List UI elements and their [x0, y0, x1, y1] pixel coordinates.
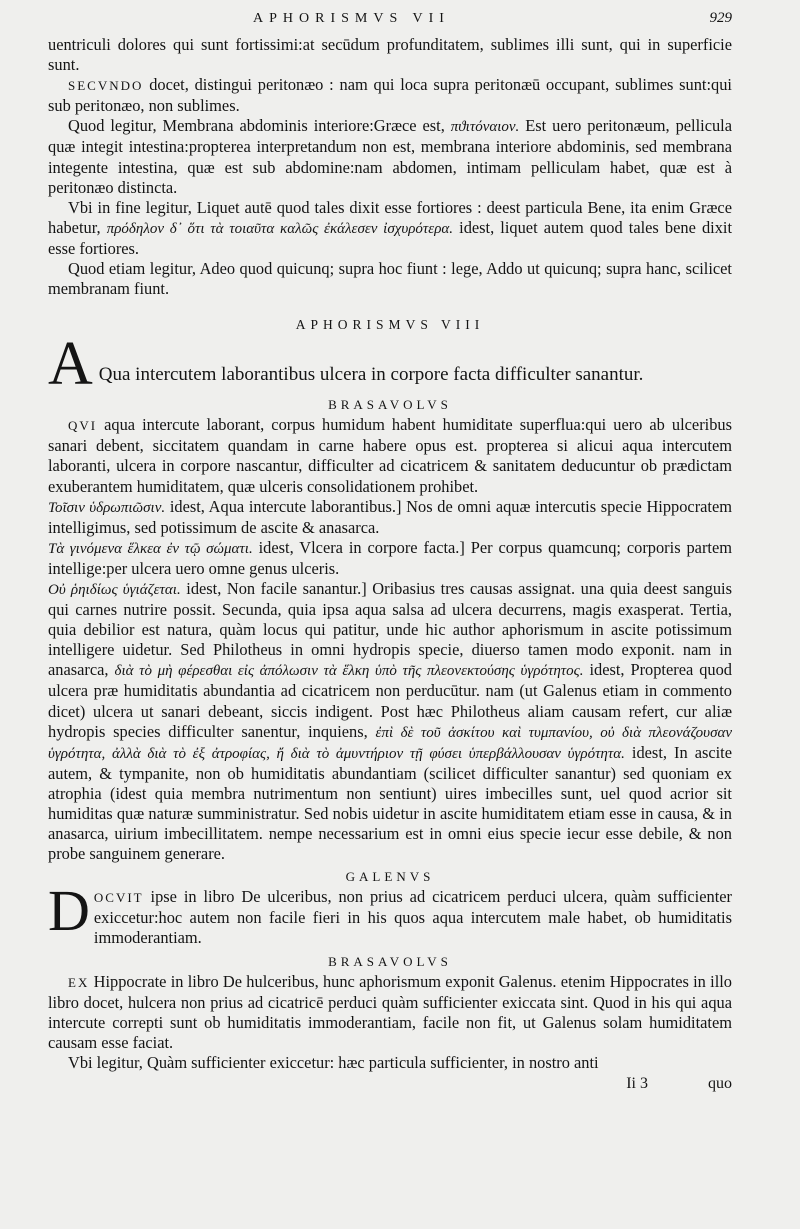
- aphorism-text: [48, 330, 732, 399]
- paragraph-membrana: [48, 116, 732, 197]
- running-head: [253, 10, 732, 27]
- aphorism-heading: APHORISMVS VIII: [295, 317, 485, 333]
- page-number: 929: [709, 10, 732, 26]
- greek-lemma: Τὰ γινόμενα ἕλκεα ἐν τῷ σώματι.: [48, 540, 253, 557]
- lead-word: SECVNDO: [68, 78, 144, 94]
- greek-lemma: Τοῖσιν ὑδρωπιῶσιν.: [48, 499, 166, 516]
- aphorism-body: Qua intercutem laborantibus ulcera in corpore facta difficulter sanantur.: [98, 364, 644, 386]
- greek-quote: πϑιτόναιον.: [450, 119, 520, 136]
- paragraph-text: idest, liquet autem quod tales bene dixit esse fortiores.: [48, 217, 732, 258]
- lead-word: OCVIT: [93, 890, 144, 906]
- note: [48, 497, 732, 538]
- commentator-heading: GALENVS: [345, 869, 435, 885]
- drop-cap: D: [48, 878, 90, 944]
- note-text: idest, Propterea quod ulcera præ humiditatis abundantia ad cicatricem non perducūtur. nam (ut Galenus etiam in commento dicet) ulcera ut sanari debeant, siccis indigent. Post hæc Philotheus aliam causam refert, cur aliæ hydropis species difficulter sanentur, inquiens,: [48, 660, 732, 741]
- paragraph-ubi: [48, 198, 732, 259]
- lead-word: EX: [68, 974, 90, 990]
- paragraph-secundo: [48, 75, 732, 116]
- commentator-heading: BRASAVOLVS: [328, 953, 452, 969]
- commentator-heading: BRASAVOLVS: [328, 397, 452, 413]
- paragraph-brasavolus: [48, 415, 732, 496]
- lead-word: QVI: [68, 418, 98, 434]
- page-footer: [48, 1075, 732, 1093]
- running-title: APHORISMVS VII: [253, 11, 450, 26]
- drop-cap: A: [48, 330, 93, 399]
- paragraph-text: aqua intercute laborant, corpus humidum habent humiditate superflua:qui uero ab ulceribus sanari debent, siccitatem quandam in carne habere opus est. propterea si alicui aqua intercutem laboranti, ulcera in corpore nascantur, difficulter ad cicatricem & sanitatem deducuntur ob prædictam exuberantem humiditatem, quæ ulceris consolidationem prohibet.: [48, 415, 732, 496]
- paragraph-text: Quod legitur, Membrana abdominis interiore:Græce est,: [68, 116, 451, 136]
- note-text: idest, Non facile sanantur.] Oribasius tres causas assignat. una quia deest sanguis qui carnes nutrire possit. Secunda, quia ipsa aqua salsa ad ulcera decurrens, magis exasperat. Tertia, quia debilior est natura, quàm locus qui patitur, unde hic author aphorismum in ascite potissimum intelligere uidetur. Sed Philotheus in omni hydropis specie, diuerso tamen modo exponit. nam in anasarca,: [48, 578, 732, 680]
- greek-quote: πρόδηλον δ᾽ ὅτι τὰ τοιαῦτα καλῶς ἐκάλεσεν ἰσχυρότερα.: [106, 220, 454, 237]
- paragraph-last: Vbi legitur, Quàm sufficienter exiccetur: hæc particula sufficienter, in nostro anti: [68, 1052, 599, 1072]
- greek-quote: διὰ τὸ μὴ φέρεσθαι εἰς ἀπόλωσιν τὰ ἕλκη ὑπὸ τῆς πλεονεκτούσης ὑγρότητος.: [114, 663, 584, 680]
- note-text: idest, Vlcera in corpore facta.] Per corpus quamcunq; corporis partem intellige:per ulcera uero omne genus ulceris.: [48, 537, 732, 578]
- paragraph-galenus: [48, 878, 732, 948]
- note: [48, 538, 732, 579]
- catchword: quo: [708, 1075, 732, 1093]
- paragraph-adeo: Quod etiam legitur, Adeo quod quicunq; supra hoc fiunt : lege, Addo ut quicunq; supra hanc, scilicet membranam fiunt.: [48, 259, 732, 299]
- paragraph-text: Hippocrate in libro De hulceribus, hunc aphorismum exponit Galenus. etenim Hippocrates in illo libro docet, hulcera non prius ad cicatricē perduci quàm sufficienter exiccata sint. Quod in his qui aqua intercute correpti sunt ob humiditatis immoderantiam, facile non fit, ut Galenus solam humiditatem causam esse faciat.: [48, 971, 732, 1052]
- paragraph: uentriculi dolores qui sunt fortissimi:at secūdum profunditatem, sublimes illi sunt, qui in superficie sunt.: [48, 35, 732, 75]
- paragraph-text: ipse in libro De ulceribus, non prius ad cicatricem perduci ulcera, quàm sufficienter exiccetur:hoc autem non facile fieri in his quos aqua intercutem male habet, ob humiditatis immoderantiam.: [93, 887, 732, 948]
- paragraph-brasavolus: [48, 972, 732, 1053]
- paragraph-text: docet, distingui peritonæo : nam qui loca supra peritonæū occupant, sublimes sunt:qui sub peritonæo, non sublimes.: [48, 75, 732, 116]
- note: [48, 579, 732, 864]
- note-text: idest, In ascite autem, & tympanite, non ob humiditatis abundantiam (scilicet difficulter sanantur) sed quoniam ex atrophia (idest quia membra nutrimentum non sentiunt) uires imbecilles sunt, uel quod acrior sit humiditas quæ naturæ sumministratur. Sed nobis uidetur in ascite humiditatem etiam esse in causa, & in anasarca, uirium imbecillitatem. nempe necessarium est in omni eius specie iecur esse debile, & non probe sanguinem generare.: [48, 742, 733, 864]
- paragraph-text: Vbi in fine legitur, Liquet autē quod tales dixit esse fortiores : deest particula Bene, ita enim Græce habetur,: [48, 197, 732, 237]
- paragraph-text: Est uero peritonæum, pellicula quæ integit intestina:propterea interpretandum non est, membrana interiore abdominis, sed membrana integente intestina, quæ est sub abdomine:nam abdomen, intimam pelliculam habet, quæ est à peritonæo distincta.: [48, 116, 732, 197]
- note-text: idest, Aqua intercute laborantibus.] Nos de omni aquæ intercutis specie Hippocratem intelligimus, sed potissimum de ascite & anasarca.: [48, 496, 733, 537]
- greek-quote: ἐπὶ δὲ τοῦ ἀσκίτου καὶ τυμπανίου, οὐ διὰ πλεονάζουσαν ὑγρότητα, ἀλλὰ διὰ τὸ ἐξ ἀτροφίας, ἤ διὰ τὸ ἀμυντήριον τῇ φύσει ὑπερβάλλουσαν ὑγρότητα.: [48, 724, 732, 762]
- greek-lemma: Οὐ ῥηιδίως ὑγιάζεται.: [48, 581, 181, 598]
- signature-mark: Ii 3: [626, 1075, 648, 1093]
